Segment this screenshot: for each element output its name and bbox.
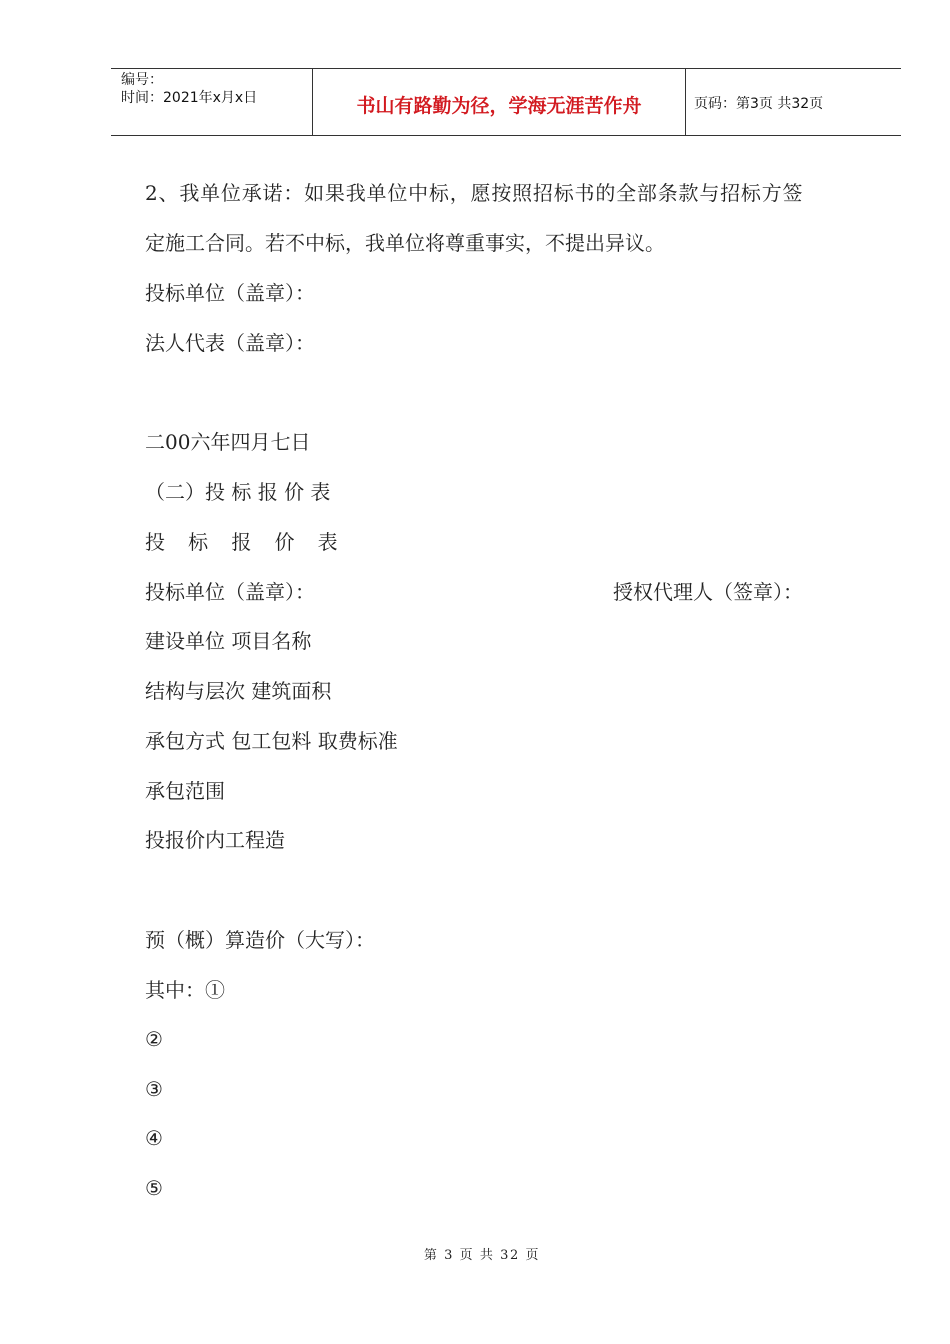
- structure-row: 结构与层次 建筑面积: [145, 679, 332, 703]
- price-content-row: 投报价内工程造: [145, 828, 285, 852]
- header-page-info: 页码：第3页 共32页: [694, 96, 824, 112]
- item-4: ④: [145, 1126, 163, 1150]
- estimate-price-line: 预（概）算造价（大写）：: [145, 928, 375, 952]
- contract-mode-row: 承包方式 包工包料 取费标准: [145, 729, 398, 753]
- header-meta: [111, 69, 312, 135]
- section-title: （二）投 标 报 价 表: [145, 480, 331, 504]
- among-item-1: 其中：①: [145, 978, 225, 1002]
- contract-scope-row: 承包范围: [145, 779, 225, 803]
- authorized-agent-line: 授权代理人（签章）：: [613, 580, 803, 604]
- bidder-seal-line-2: 投标单位（盖章）：: [145, 580, 315, 604]
- bidder-seal-line: 投标单位（盖章）：: [145, 281, 315, 305]
- header-page-cell: [686, 69, 901, 135]
- item-3: ③: [145, 1077, 163, 1101]
- promise-line-2: 定施工合同。若不中标，我单位将尊重事实，不提出异议。: [145, 231, 665, 255]
- header-time-label: 时间：2021年x月x日: [121, 90, 258, 106]
- item-2: ②: [145, 1027, 163, 1051]
- page-footer: 第 3 页 共 32 页: [423, 1248, 541, 1263]
- header-number-label: 编号：: [121, 72, 163, 88]
- page-header: [111, 68, 901, 136]
- signing-date: 二00六年四月七日: [145, 430, 311, 454]
- header-motto: 书山有路勤为径，学海无涯苦作舟: [356, 94, 642, 117]
- promise-line-1: 2、我单位承诺：如果我单位中标，愿按照招标书的全部条款与招标方签: [145, 181, 804, 205]
- item-5: ⑤: [145, 1176, 163, 1200]
- table-title: 投 标 报 价 表: [145, 530, 347, 554]
- legal-rep-seal-line: 法人代表（盖章）：: [145, 331, 315, 355]
- header-motto-cell: [312, 69, 686, 135]
- construction-unit-row: 建设单位 项目名称: [145, 629, 312, 653]
